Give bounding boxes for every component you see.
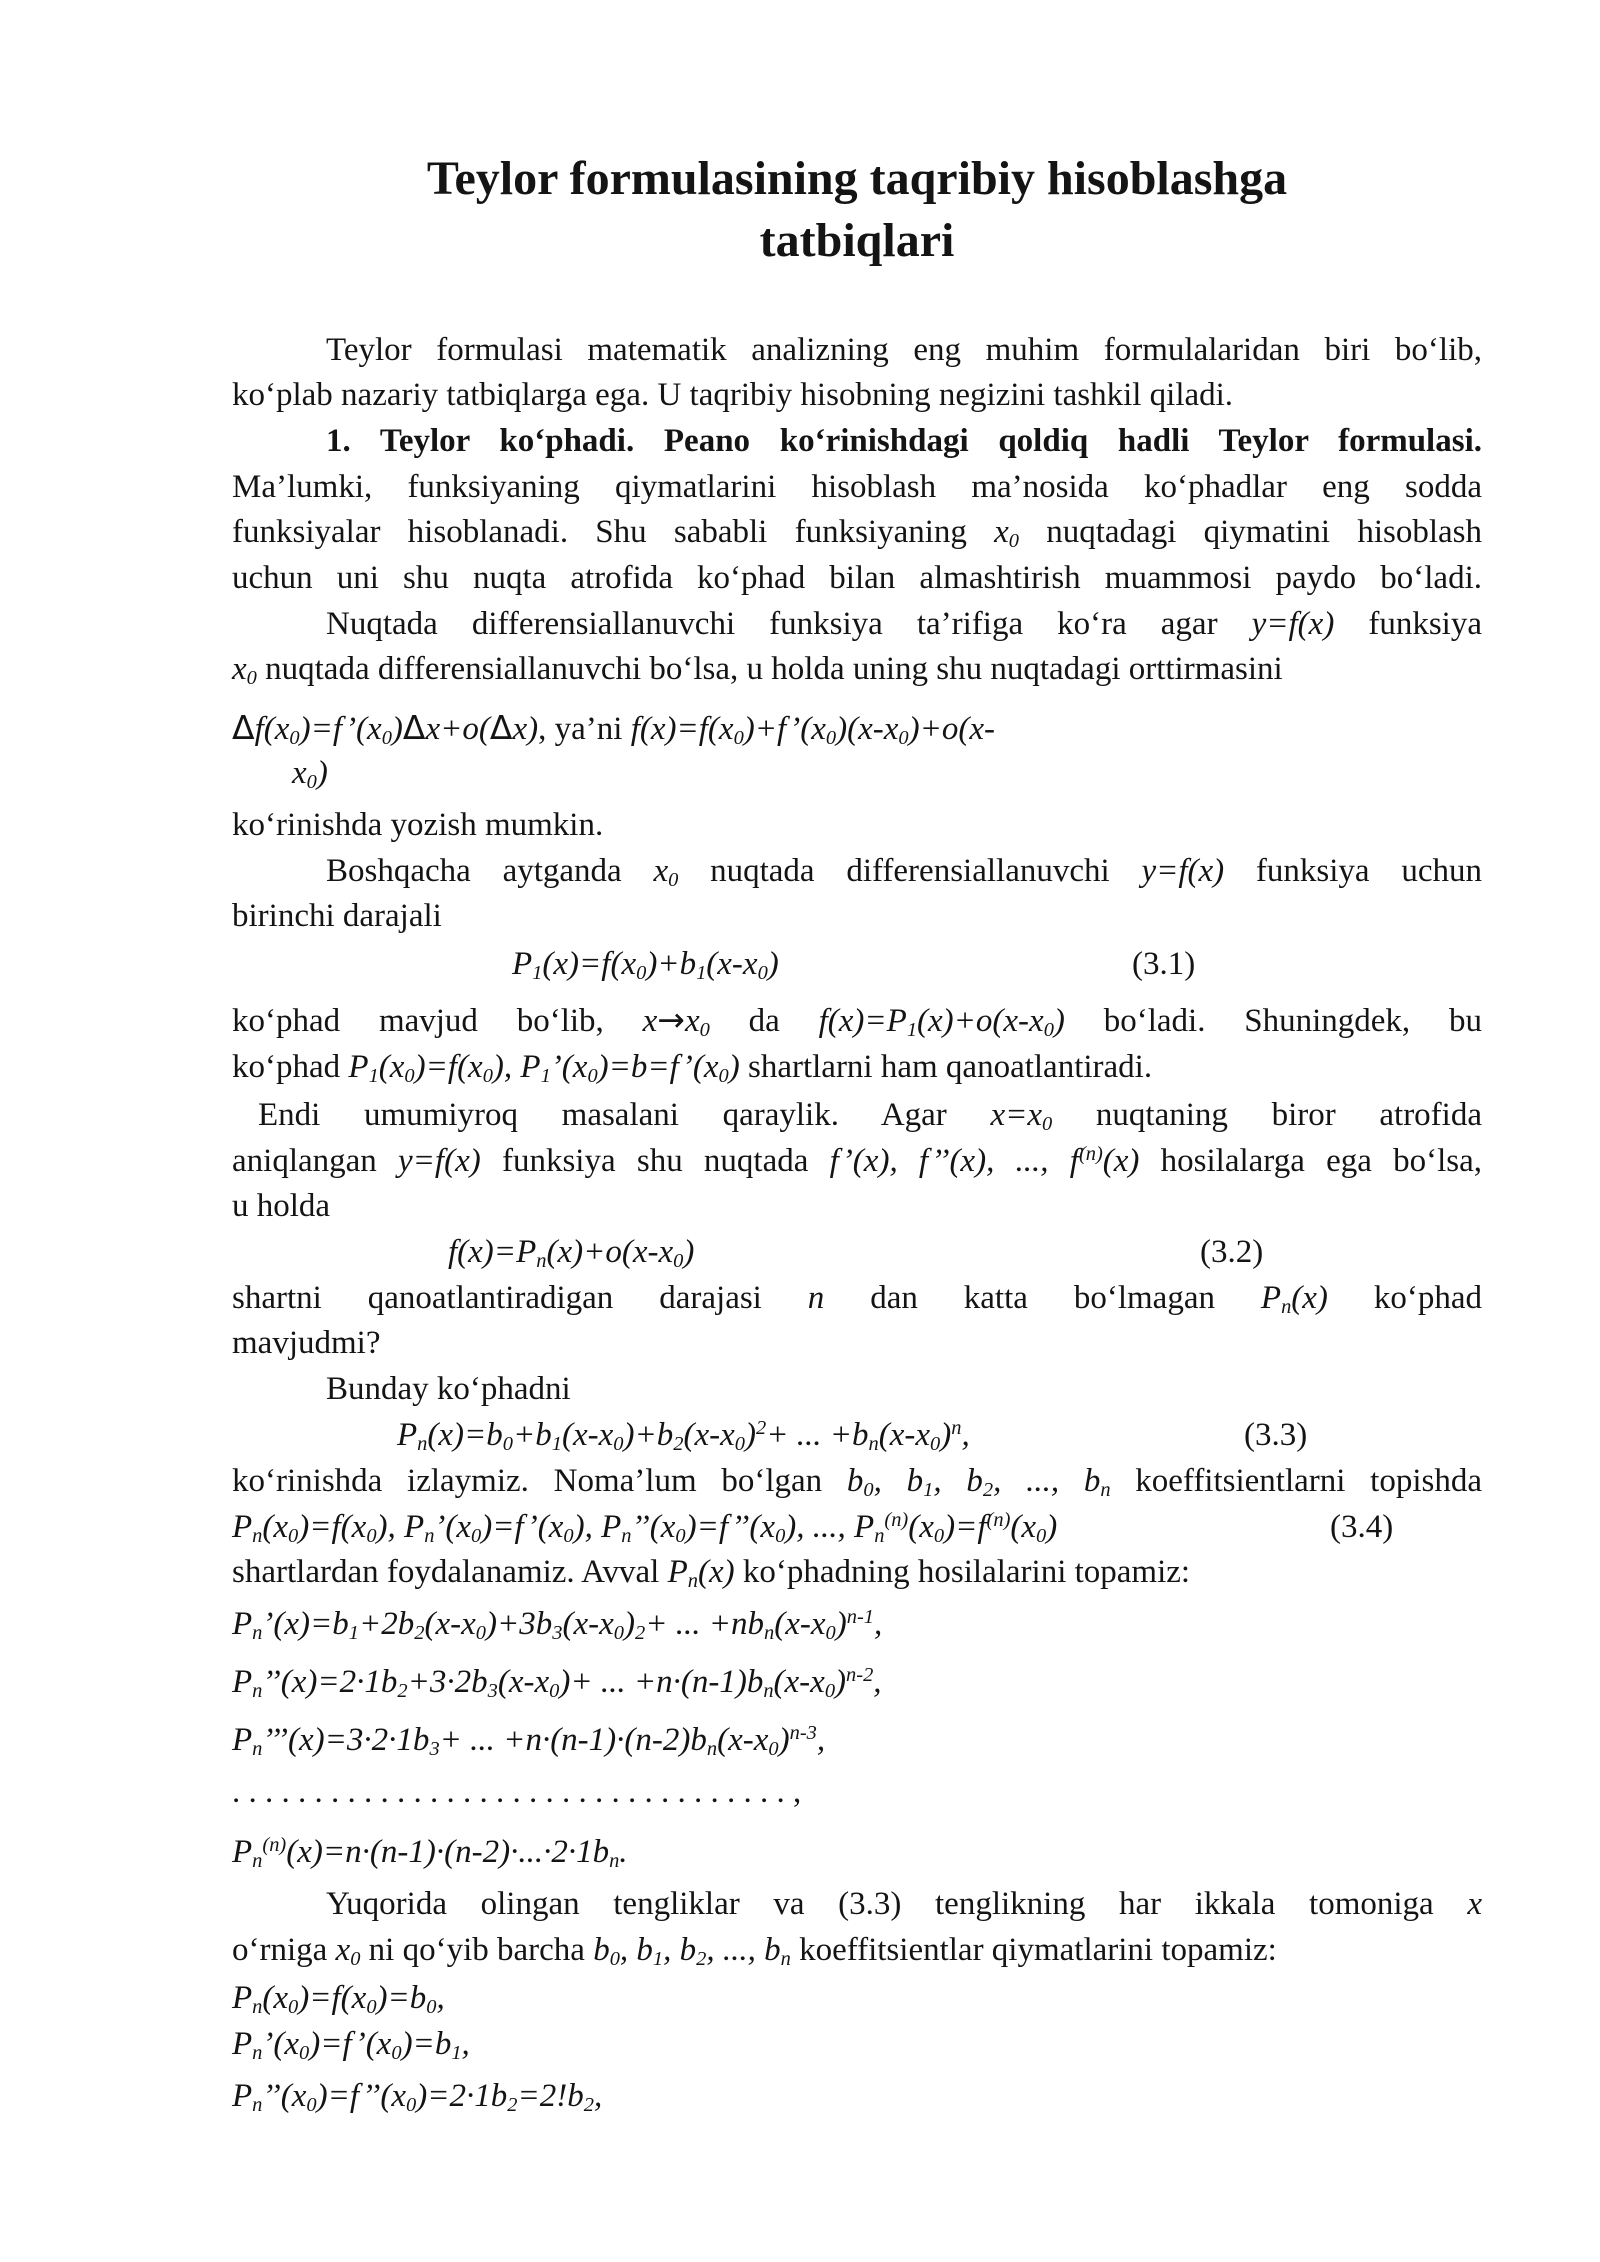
title-line-1: Teylor formulasining taqribiy hisoblashga [426,152,1288,205]
formula-3-1: $P_1(x)=f(x_0)+b_1(x-x_0)$ [512,946,779,985]
paragraph-8-line-1: ko‘rinishda izlaymiz. Noma’lum bo‘lgan $b_0$, $b_1$, $b_2$, ..., $b_n$ koeffitsientlarni topishda [232,1463,1483,1502]
result-b2: $P_n’’(x_0)=f’’(x_0)=2\cdot 1b_2=2!b_2$, [232,2078,603,2117]
intro-line-1: Teylor formulasi matematik analizning eng muhim formulalaridan biri bo‘lib, [326,332,1482,368]
formula-3-4: $P_n(x_0)=f(x_0)$, $P_n’(x_0)=f’(x_0)$, $P_n’’(x_0)=f’’(x_0)$, ..., $P_n^{(n)}(x_0)=f^{(n)}(x_0)$ [232,1508,1058,1548]
increment-formula: $\Delta f(x_0)=f’(x_0)\Delta x+o(\Delta x)$, ya’ni $f(x)=f(x_0)+f’(x_0)(x-x_0)+o(x-$ [232,708,995,750]
paragraph-5-line-2: aniqlangan y=f(x) funksiya shu nuqtada f’(x), f’’(x), ..., $f^{(n)}(x)$ hosilalarga ega bo‘lsa, [232,1142,1483,1179]
paragraph-6-line-1: shartni qanoatlantiradigan darajasi n dan katta bo‘lmagan $P_n(x)$ ko‘phad [232,1280,1482,1319]
result-b1: $P_n’(x_0)=f’(x_0)=b_1$, [232,2026,470,2065]
formula-3-3: $P_n(x)=b_0+b_1(x-x_0)+b_2(x-x_0)^2+$ ... $+b_n(x-x_0)^n$, [397,1416,970,1456]
paragraph-3-line-1: Boshqacha aytganda $x_0$ nuqtada differensiallanuvchi y=f(x) funksiya uchun [326,853,1483,892]
paragraph-10-line-1: Yuqorida olingan tengliklar va (3.3) tenglikning har ikkala tomoniga x [326,1886,1482,1922]
intro-line-2: ko‘plab nazariy tatbiqlarga ega. U taqribiy hisobning negizini tashkil qiladi. [232,377,1234,413]
equation-number-3-4: (3.4) [1330,1509,1394,1545]
derivative-2: $P_n’’(x)=2\cdot 1b_2+3\cdot 2b_3(x-x_0)+$ ... $+n\cdot(n-1)b_n(x-x_0)^{n-2}$, [232,1663,882,1703]
equation-number-3-2: (3.2) [1200,1234,1264,1270]
result-b0: $P_n(x_0)=f(x_0)=b_0$, [232,1980,445,2019]
paragraph-1-line-1: Ma’lumki, funksiyaning qiymatlarini hisoblash ma’nosida ko‘phadlar eng sodda [232,469,1482,505]
paragraph-4-line-1: ko‘phad mavjud bo‘lib, $x\to x_0$ da $f(x)=P_1(x)+o(x-x_0)$ bo‘ladi. Shuningdek, bu [232,1000,1482,1042]
equation-number-3-3: (3.3) [1244,1417,1308,1453]
title-line-2: tatbiqlari [759,214,955,267]
derivative-n: $P_n^{(n)}(x)=n\cdot(n-1)\cdot(n-2)\cdot...\cdot 2\cdot 1b_n$. [232,1833,628,1873]
paragraph-2-line-2: $x_0$ nuqtada differensiallanuvchi bo‘lsa, u holda uning shu nuqtadagi orttirmasini [232,651,1283,690]
paragraph-7-line-1: Bunday ko‘phadni [326,1371,571,1407]
document-title [232,148,1482,272]
paragraph-9-line-1: shartlardan foydalanamiz. Avval $P_n(x)$ ko‘phadning hosilalarini topamiz: [232,1554,1191,1593]
paragraph-10-line-2: o‘rniga $x_0$ ni qo‘yib barcha $b_0$, $b_1$, $b_2$, ..., $b_n$ koeffitsientlar qiymatlarini topamiz: [232,1932,1277,1971]
increment-formula-continued: $x_0$) [292,755,328,794]
derivative-3: $P_n’’’(x)=3\cdot 2\cdot 1b_3+$ ... $+n\cdot(n-1)\cdot(n-2)b_n(x-x_0)^{n-3}$, [232,1721,826,1761]
paragraph-6-line-2: mavjudmi? [232,1325,381,1361]
paragraph-3-line-2: birinchi darajali [232,898,442,934]
ellipsis-row: . . . . . . . . . . . . . . . . . . . . . . . . . . . . . . . . . . , [232,1774,802,1810]
derivative-1: $P_n’(x)=b_1+2b_2(x-x_0)+3b_3(x-x_0)_2+$ ... $+nb_n(x-x_0)^{n-1}$, [232,1605,883,1645]
paragraph-5-line-3: u holda [232,1188,331,1224]
section-1-heading: 1. Teylor ko‘phadi. Peano ko‘rinishdagi qoldiq hadli Teylor formulasi. [326,423,1482,459]
formula-3-2: $f(x)=P_n(x)+o(x-x_0)$ [448,1234,695,1273]
paragraph-5-line-1: Endi umumiyroq masalani qaraylik. Agar $x=x_0$ nuqtaning biror atrofida [258,1097,1482,1136]
paragraph-1-line-2: funksiyalar hisoblanadi. Shu sababli funksiyaning $x_0$ nuqtadagi qiymatini hisoblash [232,514,1482,553]
paragraph-1-line-3: uchun uni shu nuqta atrofida ko‘phad bilan almashtirish muammosi paydo bo‘ladi. [232,560,1482,596]
paragraph-2-line-1: Nuqtada differensiallanuvchi funksiya ta’rifiga ko‘ra agar y=f(x) funksiya [326,606,1482,642]
equation-number-3-1: (3.1) [1132,946,1196,982]
paragraph-2-line-4: ko‘rinishda yozish mumkin. [232,807,604,843]
paragraph-4-line-2: ko‘phad $P_1(x_0)=f(x_0)$, $P_1’(x_0)=b=f’(x_0)$ shartlarni ham qanoatlantiradi. [232,1049,1153,1088]
